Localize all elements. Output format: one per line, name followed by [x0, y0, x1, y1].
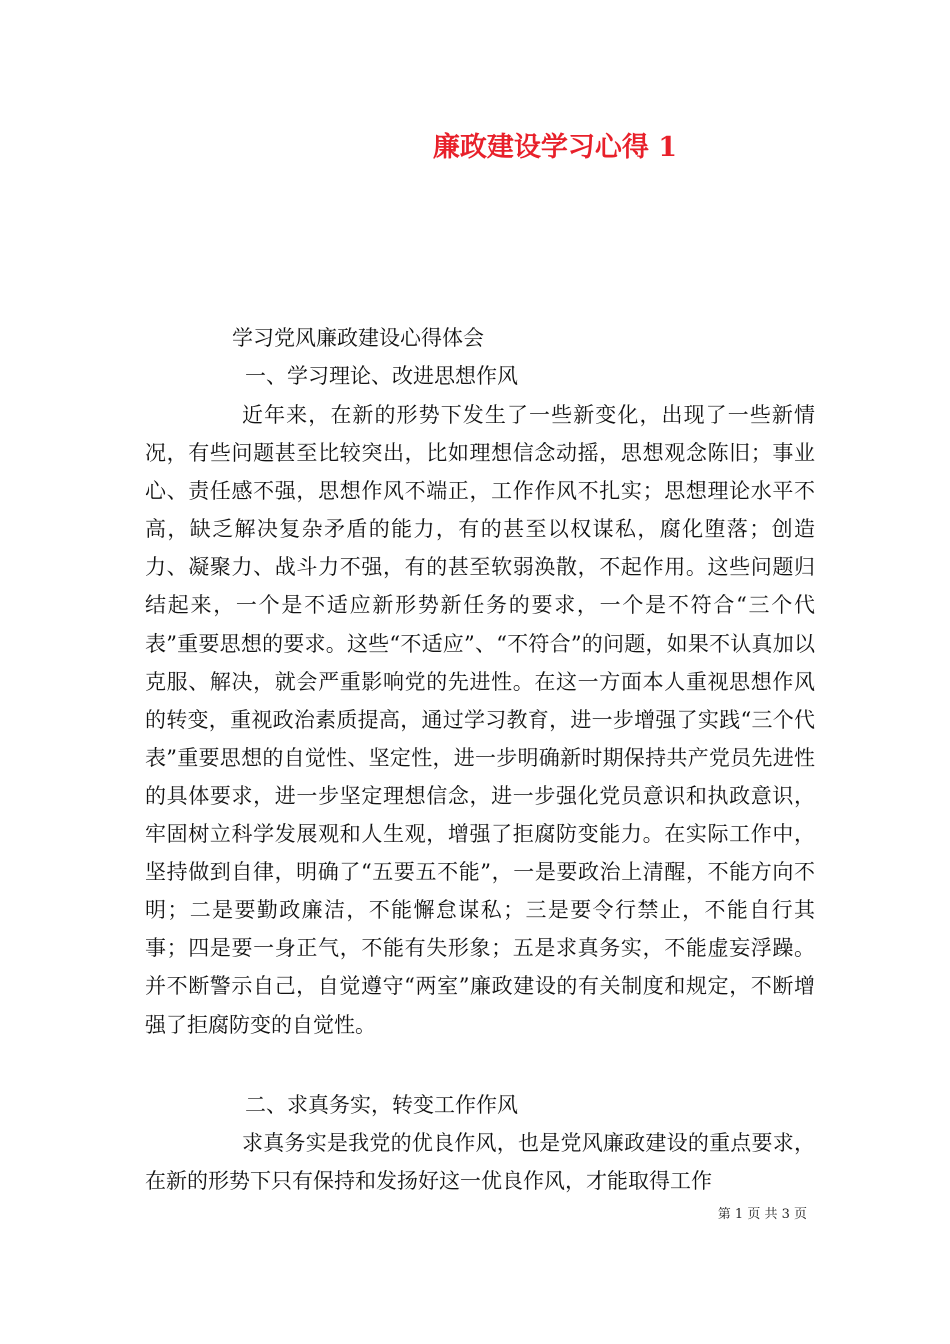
document-title: 廉政建设学习心得 1 — [432, 132, 678, 163]
document-heading: 学习党风廉政建设心得体会 — [232, 326, 484, 350]
section-paragraph-2: 求真务实是我党的优良作风，也是党风廉政建设的重点要求，在新的形势下只有保持和发扬好这一优良作风，才能取得工作 — [145, 1131, 815, 1194]
section-heading-2: 二、求真务实，转变工作作风 — [245, 1093, 518, 1117]
section-paragraph-1: 近年来，在新的形势下发生了一些新变化，出现了一些新情况，有些问题甚至比较突出，比如理想信念动摇，思想观念陈旧；事业心、责任感不强，思想作风不端正，工作作风不扎实；思想理论水平不高，缺乏解决复杂矛盾的能力，有的甚至以权谋私，腐化堕落；创造力、凝聚力、战斗力不强，有的甚至软弱涣散，不起作用。这些问题归结起来，一个是不适应新形势新任务的要求，一个是不符合“三个代表”重要思想的要求。这些“不适应”、“不符合”的问题，如果不认真加以克服、解决，就会严重影响党的先进性。在这一方面本人重视思想作风的转变，重视政治素质提高，通过学习教育，进一步增强了实践“三个代表”重要思想的自觉性、坚定性，进一步明确新时期保持共产党员先进性的具体要求，进一步坚定理想信念，进一步强化党员意识和执政意识，牢固树立科学发展观和人生观，增强了拒腐防变能力。在实际工作中，坚持做到自律，明确了“五要五不能”，一是要政治上清醒，不能方向不明；二是要勤政廉洁，不能懈怠谋私；三是要令行禁止，不能自行其事；四是要一身正气，不能有失形象；五是求真务实，不能虚妄浮躁。并不断警示自己，自觉遵守“两室”廉政建设的有关制度和规定，不断增强了拒腐防变的自觉性。 — [145, 403, 815, 1037]
page-number-footer: 第 1 页 共 3 页 — [717, 1207, 807, 1222]
section-heading-1: 一、学习理论、改进思想作风 — [245, 364, 518, 388]
